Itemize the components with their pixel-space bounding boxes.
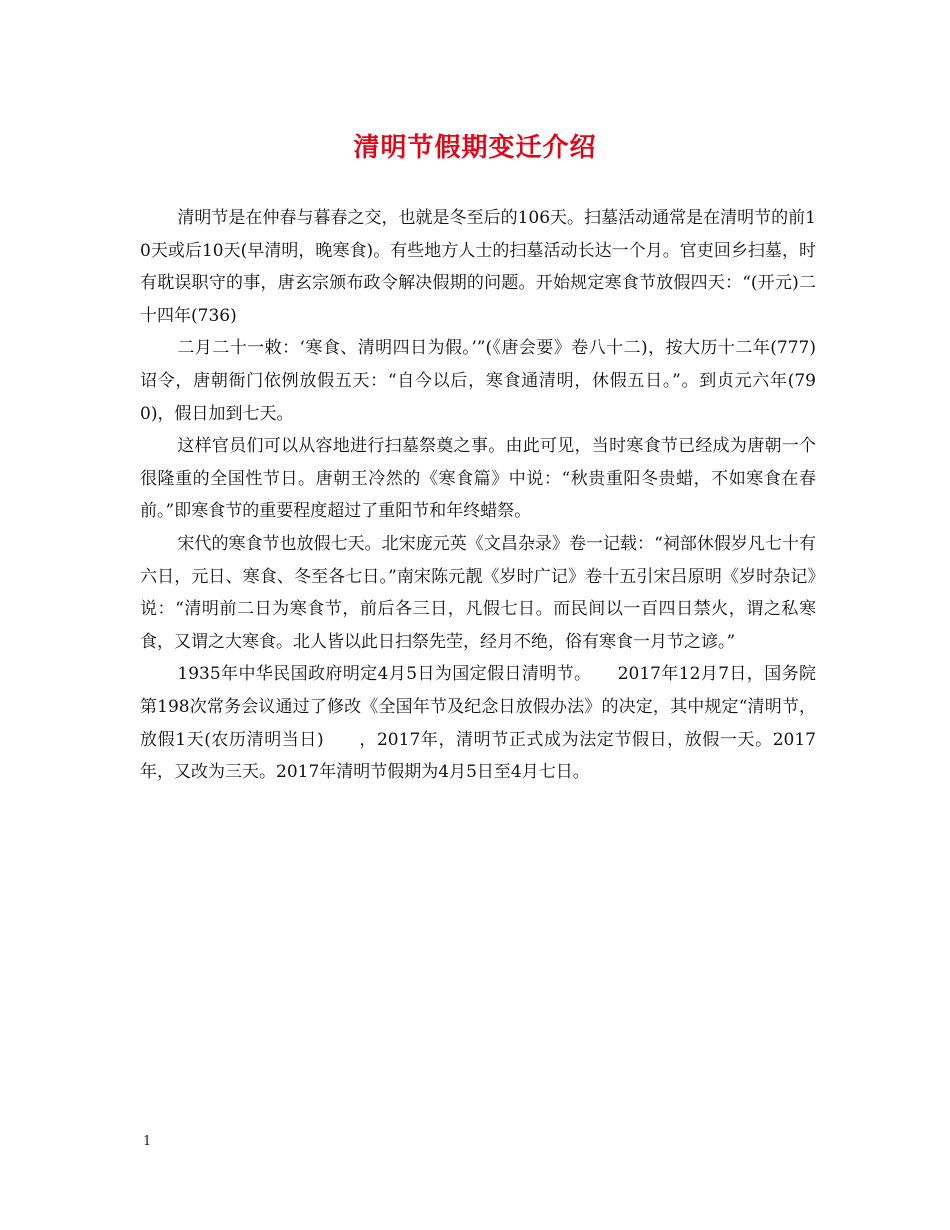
paragraph-4: 宋代的寒食节也放假七天。北宋庞元英《文昌杂录》卷一记载：“祠部休假岁凡七十有六日，元日、寒食、冬至各七日。”南宋陈元靓《岁时广记》卷十五引宋吕原明《岁时杂记》说：“清明前二日为寒食节，前后各三日，凡假七日。而民间以一百四日禁火，谓之私寒食，又谓之大寒食。北人皆以此日扫祭先茔，经月不绝，俗有寒食一月节之谚。” — [140, 533, 816, 652]
document-body — [140, 202, 816, 789]
document-title: 清明节假期变迁介绍 — [353, 133, 597, 163]
paragraph-5: 1935年中华民国政府明定4月5日为国定假日清明节。 2017年12月7日，国务院第198次常务会议通过了修改《全国年节及纪念日放假办法》的决定，其中规定“清明节，放假1天(农历清明当日) ，2017年，清明节正式成为法定节假日，放假一天。2017年，又改为三天。2017年清明节假期为4月5日至4月七日。 — [140, 664, 816, 783]
paragraph-3: 这样官员们可以从容地进行扫墓祭奠之事。由此可见，当时寒食节已经成为唐朝一个很隆重的全国性节日。唐朝王冷然的《寒食篇》中说：“秋贵重阳冬贵蜡，不如寒食在春前。”即寒食节的重要程度超过了重阳节和年终蜡祭。 — [140, 436, 816, 522]
paragraph-1: 清明节是在仲春与暮春之交，也就是冬至后的106天。扫墓活动通常是在清明节的前10天或后10天(早清明，晚寒食)。有些地方人士的扫墓活动长达一个月。官吏回乡扫墓，时有耽误职守的事，唐玄宗颁布政令解决假期的问题。开始规定寒食节放假四天：“(开元)二十四年(736) — [140, 208, 816, 326]
paragraph-2: 二月二十一敕：‘寒食、清明四日为假。’”(《唐会要》卷八十二)，按大历十二年(777)诏令，唐朝衙门依例放假五天：“自今以后，寒食通清明，休假五日。”。到贞元六年(790)，假日加到七天。 — [140, 338, 816, 424]
page-number: 1 — [143, 1134, 152, 1149]
